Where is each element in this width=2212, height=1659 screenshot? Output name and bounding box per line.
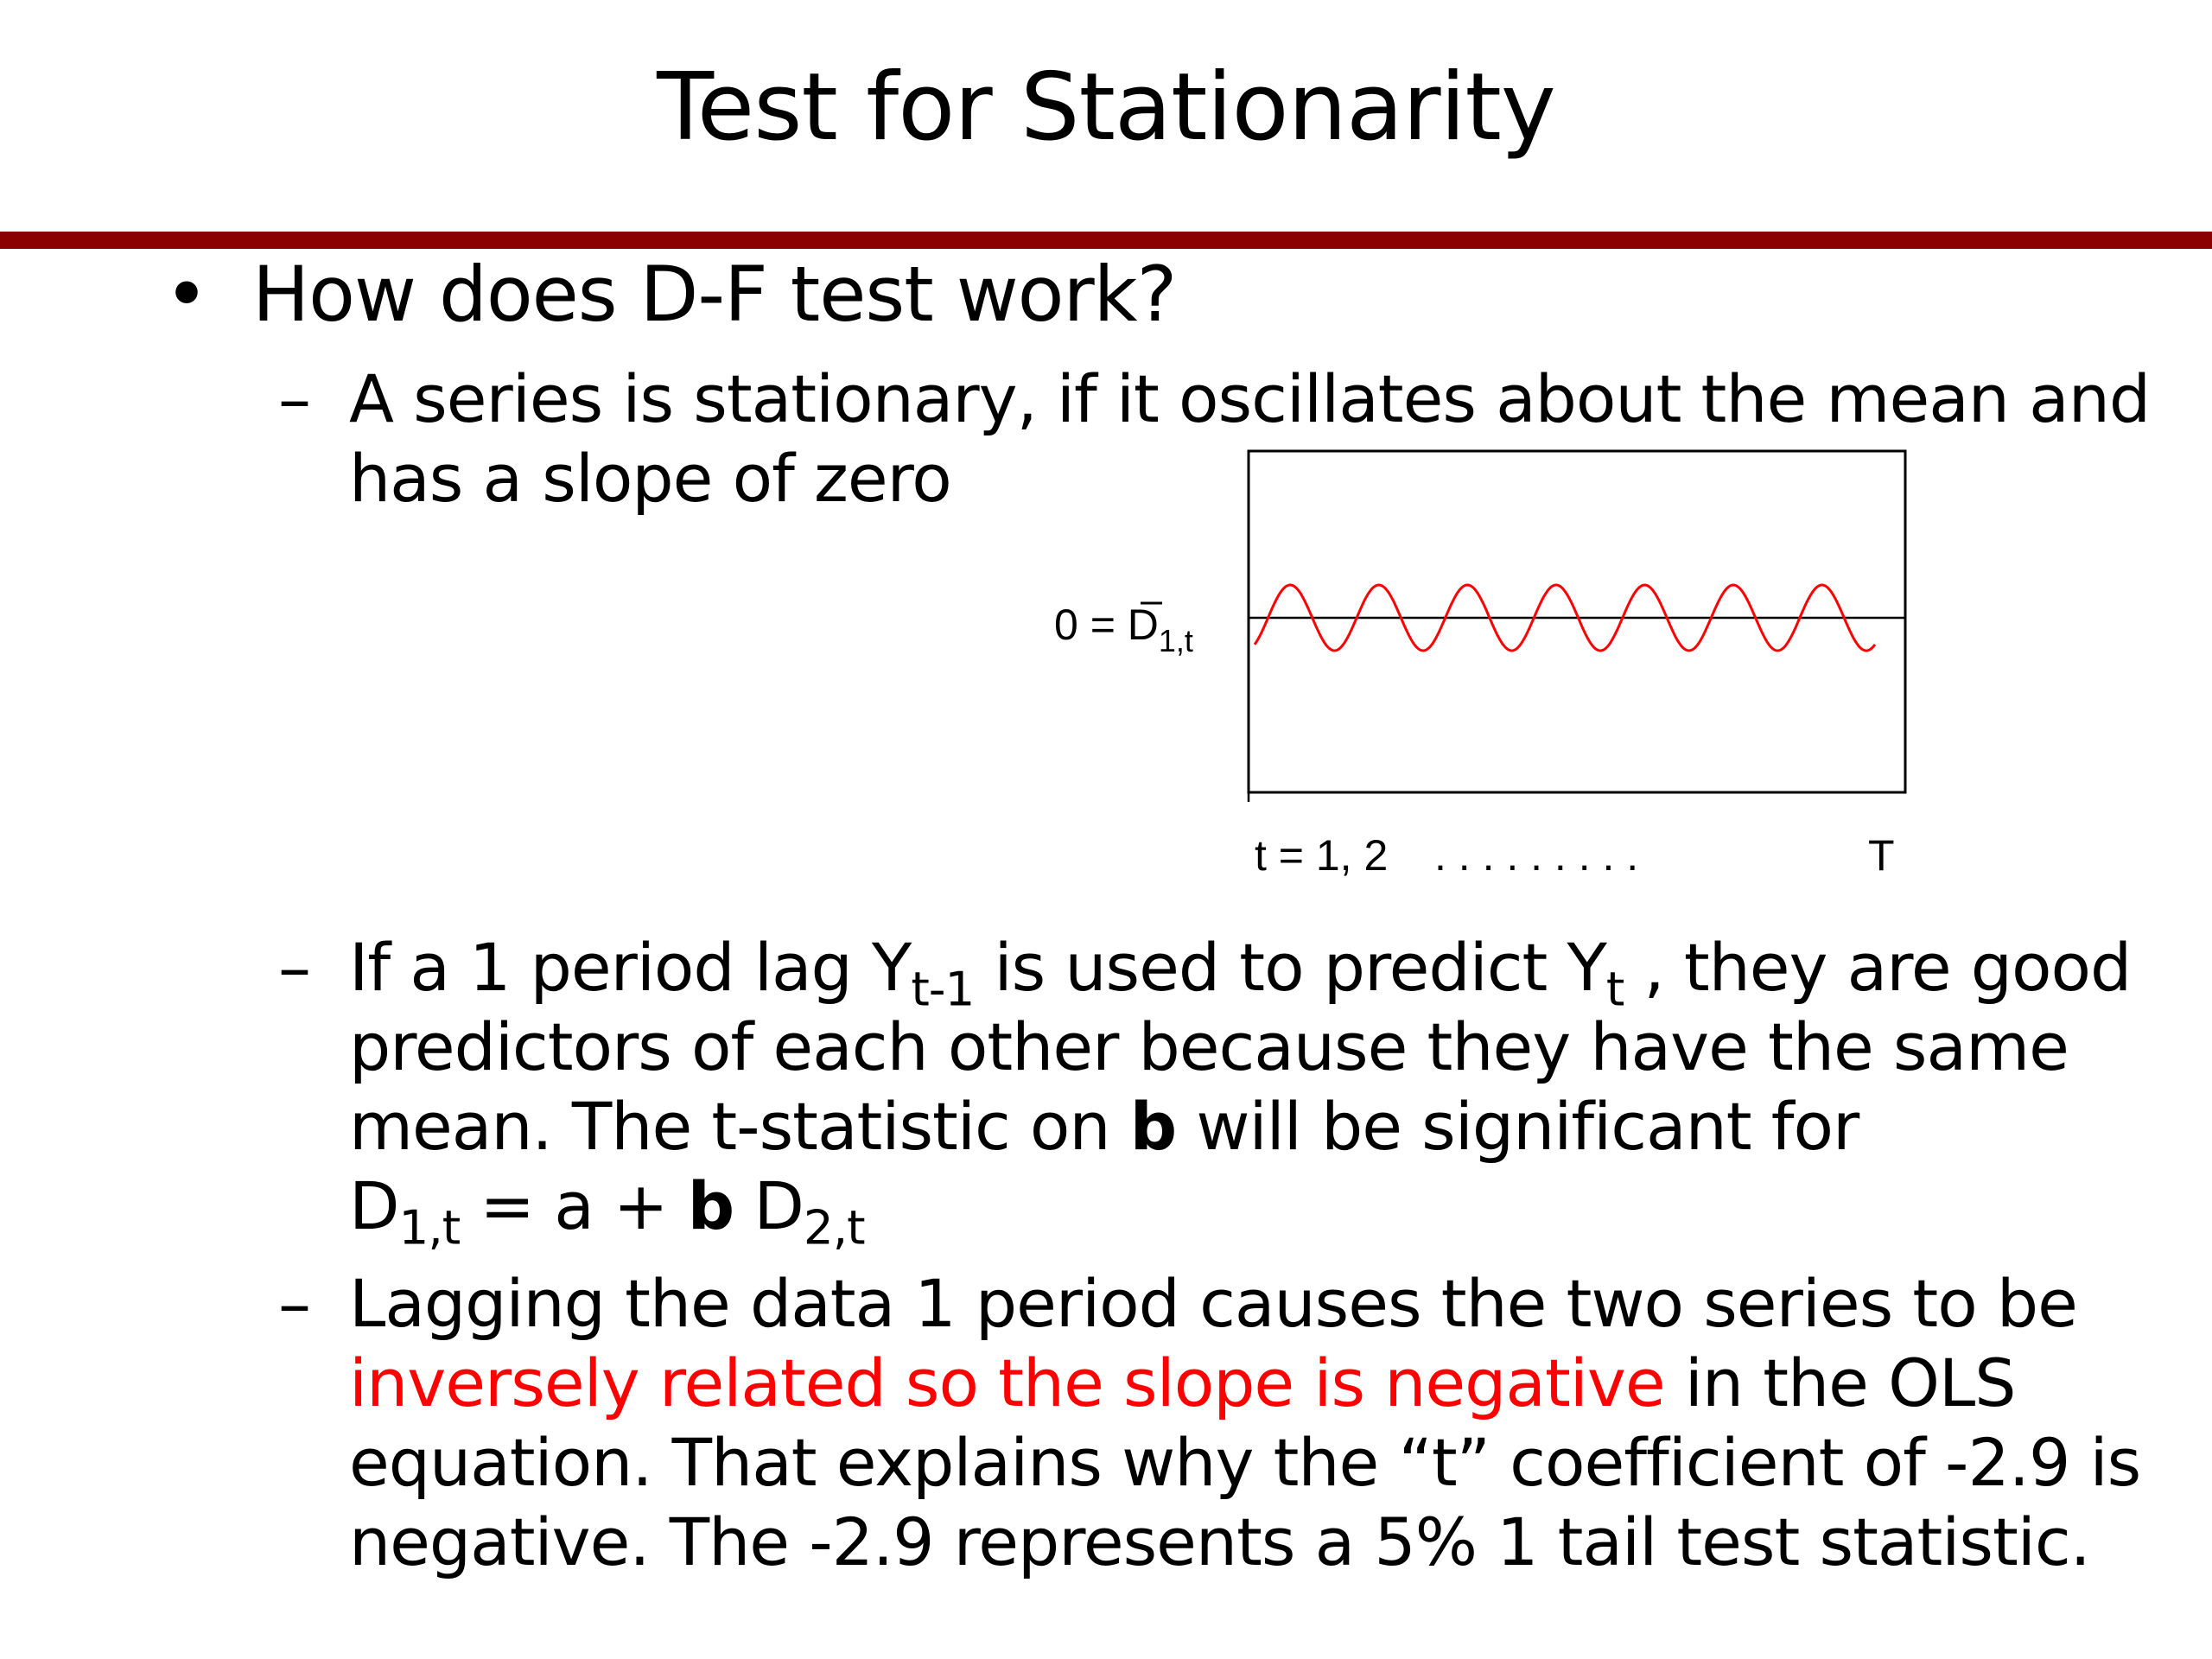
subitem-3-text bbox=[349, 1264, 2207, 1582]
subitem-2-marker: – bbox=[278, 929, 311, 1006]
x-ellipsis: . . . . . . . . . bbox=[1434, 831, 1639, 880]
subitem-2-significant-text: will be significant for bbox=[1176, 1088, 1859, 1165]
plot-frame bbox=[1249, 451, 1905, 792]
mean-label-variable: D bbox=[1127, 601, 1159, 649]
mean-label-subscript: 1,t bbox=[1158, 623, 1193, 658]
subitem-2-lag-text: If a 1 period lag Y bbox=[349, 929, 912, 1006]
mean-label-prefix: 0 = bbox=[1054, 601, 1128, 649]
subitem-3-tail-text: in the OLS equation. That explains why the “t” coefficient of -2.9 is negative. The -2.9 represents a 5% 1 tail test statistic. bbox=[349, 1344, 2141, 1580]
subitem-2-predict-text: is used to predict Y bbox=[974, 929, 1606, 1006]
equation-sub-2t: 2,t bbox=[803, 1199, 865, 1255]
subitem-1-marker: – bbox=[278, 360, 311, 437]
subscript-t: t bbox=[1605, 961, 1624, 1017]
bullet-question: How does D-F test work? bbox=[252, 250, 1177, 339]
equation-d1: D bbox=[349, 1167, 399, 1244]
mean-label bbox=[1054, 601, 1193, 658]
x-end-label: T bbox=[1868, 831, 1895, 880]
equation-mid: = a + bbox=[460, 1167, 688, 1244]
subitem-1-text: A series is stationary, if it oscillates about the mean and has a slope of zero bbox=[349, 360, 2151, 517]
x-start-label: t = 1, 2 bbox=[1255, 831, 1389, 880]
equation-sub-1t: 1,t bbox=[398, 1199, 461, 1255]
slide-title: Test for Stationarity bbox=[657, 54, 1555, 162]
subitem-2-text bbox=[349, 928, 2207, 1255]
equation-d2: D bbox=[734, 1167, 804, 1244]
subitem-3-lead-text: Lagging the data 1 period causes the two series to be bbox=[349, 1265, 2077, 1342]
bold-coefficient-b: b bbox=[1129, 1088, 1177, 1165]
equation-bold-b: b bbox=[687, 1167, 734, 1244]
highlighted-negative-slope-text: inversely related so the slope is negative bbox=[349, 1344, 1665, 1421]
subscript-t-minus-1: t-1 bbox=[911, 961, 975, 1017]
bullet-marker: • bbox=[164, 250, 209, 339]
stationary-series-diagram bbox=[1028, 441, 1944, 899]
subitem-3-marker: – bbox=[278, 1265, 311, 1342]
subitem-2-mean-text: , they are good predictors of each other because they have the same mean. The t-statistic on bbox=[349, 929, 2132, 1165]
